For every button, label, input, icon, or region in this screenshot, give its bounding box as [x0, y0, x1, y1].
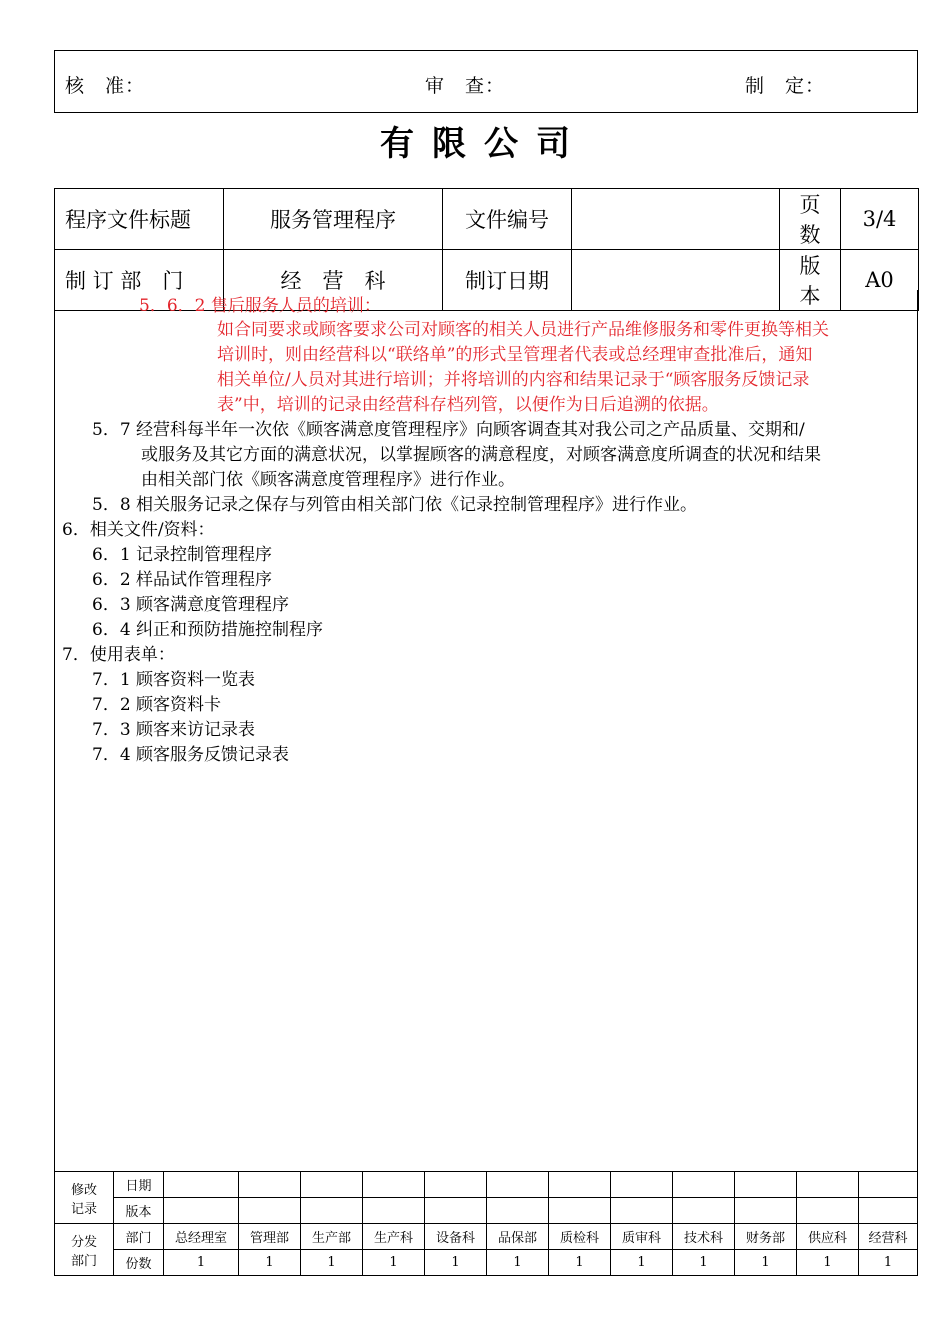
distribution-label-top: 分发 — [70, 1234, 97, 1250]
distribution-dept: 生产科 — [363, 1224, 425, 1250]
revision-date-label: 日期 — [114, 1172, 164, 1198]
section-5-6-2-line: 如合同要求或顾客要求公司对顾客的相关人员进行产品维修服务和零件更换等相关 — [217, 320, 829, 340]
prepare-label: 制 定： — [745, 75, 826, 97]
section-7-1: 7．1 顾客资料一览表 — [92, 670, 256, 690]
distribution-copies: 1 — [301, 1250, 363, 1276]
revision-cell — [673, 1172, 735, 1198]
revision-distribution-table — [54, 1171, 918, 1276]
revision-cell — [797, 1198, 859, 1224]
version-label: 版本 — [780, 250, 841, 311]
revision-cell — [487, 1198, 549, 1224]
section-6-3: 6．3 顾客满意度管理程序 — [92, 595, 290, 615]
section-6-4: 6．4 纠正和预防措施控制程序 — [92, 620, 324, 640]
pages-value: 3/4 — [841, 189, 919, 250]
distribution-dept: 总经理室 — [164, 1224, 239, 1250]
revision-version-label: 版本 — [114, 1198, 164, 1224]
approval-box — [54, 50, 918, 113]
distribution-dept: 经营科 — [859, 1224, 918, 1250]
revision-cell — [239, 1198, 301, 1224]
section-5-6-2-line: 相关单位/人员对其进行培训；并将培训的内容和结果记录于“顾客服务反馈记录 — [217, 370, 810, 390]
section-7-4: 7．4 顾客服务反馈记录表 — [92, 745, 290, 765]
title-value: 服务管理程序 — [224, 189, 443, 250]
revision-cell — [859, 1198, 918, 1224]
section-5-7-line: 或服务及其它方面的满意状况，以掌握顾客的满意程度，对顾客满意度所调查的状况和结果 — [141, 445, 821, 465]
revision-cell — [549, 1172, 611, 1198]
section-6-heading: 6．相关文件/资料： — [62, 520, 215, 540]
section-5-7-line: 5．7 经营科每半年一次依《顾客满意度管理程序》向顾客调查其对我公司之产品质量、交期和/ — [92, 420, 805, 440]
date-label: 制订日期 — [443, 250, 572, 311]
distribution-copies-label: 份数 — [114, 1250, 164, 1276]
distribution-dept: 品保部 — [487, 1224, 549, 1250]
distribution-copies: 1 — [363, 1250, 425, 1276]
distribution-dept-label: 部门 — [114, 1224, 164, 1250]
section-7-2: 7．2 顾客资料卡 — [92, 695, 222, 715]
title-label: 程序文件标题 — [55, 189, 224, 250]
section-5-6-2-line: 培训时，则由经营科以“联络单”的形式呈管理者代表或总经理审查批准后，通知 — [217, 345, 813, 365]
distribution-label — [55, 1224, 114, 1276]
distribution-dept: 生产部 — [301, 1224, 363, 1250]
distribution-dept: 管理部 — [239, 1224, 301, 1250]
pages-label: 页数 — [780, 189, 841, 250]
revision-label-bottom: 记录 — [70, 1201, 97, 1217]
review-label: 审 查： — [425, 75, 506, 97]
revision-label-top: 修改 — [70, 1182, 97, 1198]
revision-cell — [301, 1198, 363, 1224]
section-7-3: 7．3 顾客来访记录表 — [92, 720, 256, 740]
distribution-dept: 质检科 — [549, 1224, 611, 1250]
revision-cell — [301, 1172, 363, 1198]
revision-cell — [487, 1172, 549, 1198]
distribution-copies: 1 — [487, 1250, 549, 1276]
distribution-dept: 技术科 — [673, 1224, 735, 1250]
version-value: A0 — [841, 250, 919, 311]
revision-cell — [425, 1172, 487, 1198]
revision-cell — [363, 1198, 425, 1224]
revision-cell — [611, 1172, 673, 1198]
revision-cell — [164, 1172, 239, 1198]
docno-value — [572, 189, 780, 250]
revision-cell — [363, 1172, 425, 1198]
distribution-dept: 质审科 — [611, 1224, 673, 1250]
distribution-copies: 1 — [611, 1250, 673, 1276]
distribution-copies: 1 — [797, 1250, 859, 1276]
revision-cell — [797, 1172, 859, 1198]
revision-cell — [859, 1172, 918, 1198]
section-5-6-2-title: 5．6．2 售后服务人员的培训： — [139, 296, 381, 316]
company-title: 有限公司 — [380, 124, 588, 164]
docno-label: 文件编号 — [443, 189, 572, 250]
distribution-copies: 1 — [735, 1250, 797, 1276]
distribution-copies: 1 — [549, 1250, 611, 1276]
section-7-heading: 7．使用表单： — [62, 645, 175, 665]
approve-label: 核 准： — [65, 75, 146, 97]
revision-cell — [611, 1198, 673, 1224]
distribution-label-bottom: 部门 — [70, 1253, 97, 1269]
distribution-copies: 1 — [859, 1250, 918, 1276]
revision-cell — [549, 1198, 611, 1224]
distribution-copies: 1 — [239, 1250, 301, 1276]
dept-label: 制 订 部 门 — [55, 250, 224, 311]
content-area — [54, 290, 918, 1172]
revision-cell — [164, 1198, 239, 1224]
distribution-copies: 1 — [164, 1250, 239, 1276]
section-6-1: 6．1 记录控制管理程序 — [92, 545, 273, 565]
revision-cell — [673, 1198, 735, 1224]
distribution-copies: 1 — [425, 1250, 487, 1276]
revision-cell — [735, 1172, 797, 1198]
section-5-8: 5．8 相关服务记录之保存与列管由相关部门依《记录控制管理程序》进行作业。 — [92, 495, 698, 515]
revision-cell — [425, 1198, 487, 1224]
section-6-2: 6．2 样品试作管理程序 — [92, 570, 273, 590]
revision-record-label — [55, 1172, 114, 1224]
revision-cell — [239, 1172, 301, 1198]
distribution-dept: 设备科 — [425, 1224, 487, 1250]
section-5-7-line: 由相关部门依《顾客满意度管理程序》进行作业。 — [141, 470, 515, 490]
distribution-dept: 财务部 — [735, 1224, 797, 1250]
distribution-dept: 供应科 — [797, 1224, 859, 1250]
dept-value: 经 营 科 — [224, 250, 443, 311]
section-5-6-2-line: 表”中，培训的记录由经营科存档列管，以便作为日后追溯的依据。 — [217, 395, 719, 415]
revision-cell — [735, 1198, 797, 1224]
distribution-copies: 1 — [673, 1250, 735, 1276]
